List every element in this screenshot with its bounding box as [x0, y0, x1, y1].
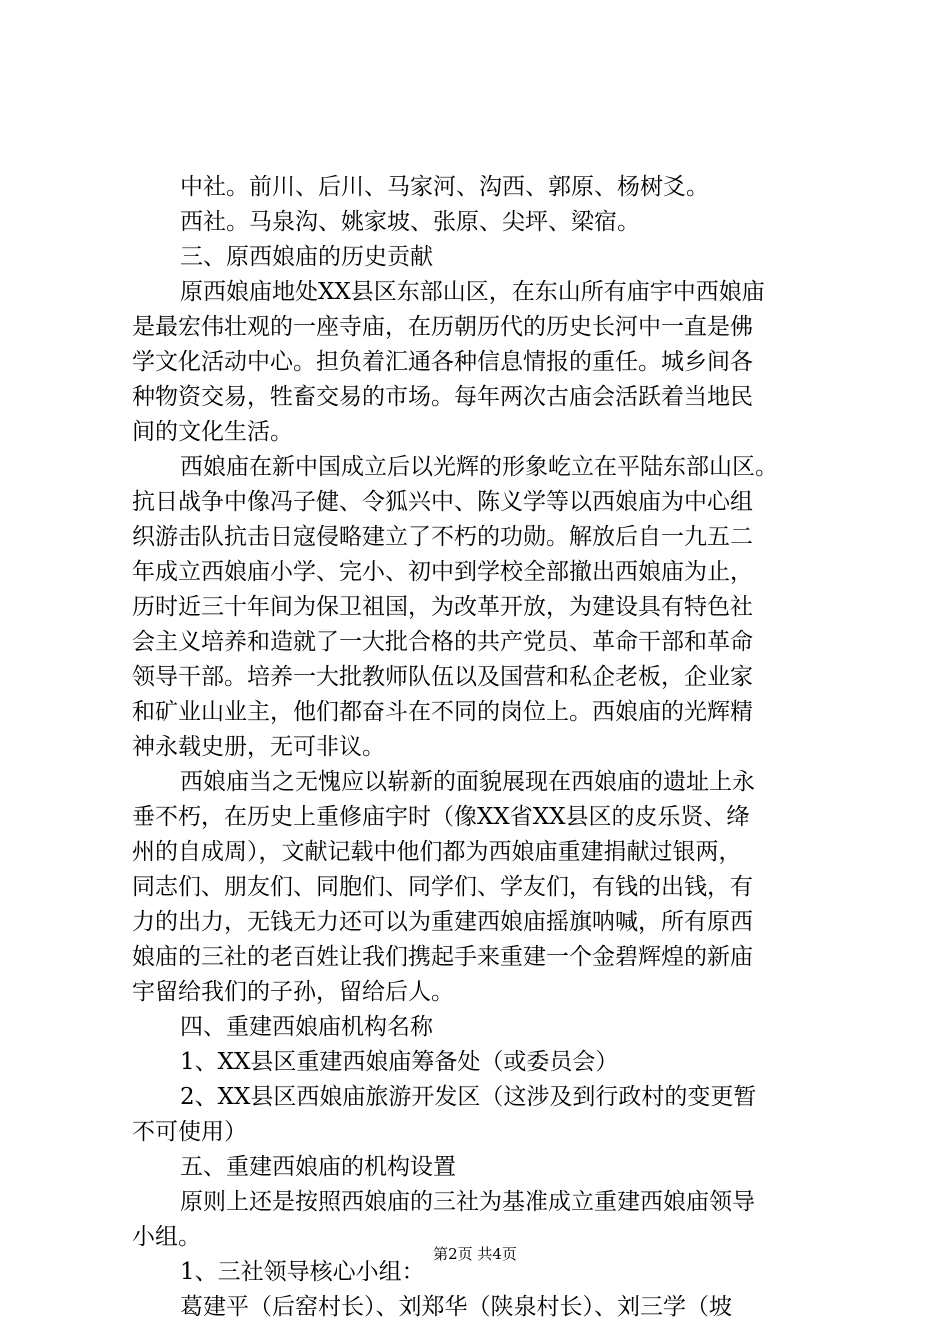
- list-item: 1、三社领导核心小组：: [180, 1259, 425, 1285]
- paragraph-line: 原则上还是按照西娘庙的三社为基准成立重建西娘庙领导: [180, 1189, 755, 1215]
- text-line: 中社。前川、后川、马家河、沟西、郭原、杨树爻。: [180, 174, 709, 200]
- paragraph-line: 会主义培养和造就了一大批合格的共产党员、革命干部和革命: [132, 629, 753, 655]
- paragraph-line: 年成立西娘庙小学、完小、初中到学校全部撤出西娘庙为止，: [132, 559, 753, 585]
- paragraph-line: 宇留给我们的子孙，留给后人。: [132, 979, 454, 1005]
- section-heading: 四、重建西娘庙机构名称: [180, 1014, 433, 1040]
- paragraph-line: 历时近三十年间为保卫祖国，为改革开放，为建设具有特色社: [132, 594, 753, 620]
- list-item: 1、XX县区重建西娘庙筹备处（或委员会）: [180, 1049, 619, 1075]
- list-item: 2、XX县区西娘庙旅游开发区（这涉及到行政村的变更暂: [180, 1084, 757, 1110]
- paragraph-line: 西娘庙当之无愧应以崭新的面貌展现在西娘庙的遗址上永: [180, 769, 755, 795]
- text-line: 西社。马泉沟、姚家坡、张原、尖坪、梁宿。: [180, 209, 640, 235]
- paragraph-line: 和矿业山业主，他们都奋斗在不同的岗位上。西娘庙的光辉精: [132, 699, 753, 725]
- paragraph-line: 同志们、朋友们、同胞们、同学们、学友们，有钱的出钱，有: [132, 874, 753, 900]
- paragraph-line: 神永载史册，无可非议。: [132, 734, 385, 760]
- paragraph-line: 织游击队抗击日寇侵略建立了不朽的功勋。解放后自一九五二: [132, 524, 753, 550]
- paragraph-line: 力的出力，无钱无力还可以为重建西娘庙摇旗呐喊，所有原西: [132, 909, 753, 935]
- section-heading: 五、重建西娘庙的机构设置: [180, 1154, 456, 1180]
- paragraph-line: 小组。: [132, 1224, 201, 1250]
- section-heading: 三、原西娘庙的历史贡献: [180, 244, 433, 270]
- paragraph-line: 领导干部。培养一大批教师队伍以及国营和私企老板，企业家: [132, 664, 753, 690]
- document-body: [132, 170, 832, 1325]
- page-number-footer: 第2页 共4页: [433, 1245, 517, 1263]
- paragraph-line: 学文化活动中心。担负着汇通各种信息情报的重任。城乡间各: [132, 349, 753, 375]
- paragraph-line: 种物资交易，牲畜交易的市场。每年两次古庙会活跃着当地民: [132, 384, 753, 410]
- paragraph-line: 抗日战争中像冯子健、令狐兴中、陈义学等以西娘庙为中心组: [132, 489, 753, 515]
- paragraph-line: 娘庙的三社的老百姓让我们携起手来重建一个金碧辉煌的新庙: [132, 944, 753, 970]
- paragraph-line: 原西娘庙地处XX县区东部山区，在东山所有庙宇中西娘庙: [180, 279, 765, 305]
- paragraph-line: 垂不朽，在历史上重修庙宇时（像XX省XX县区的皮乐贤、绛: [132, 804, 750, 830]
- paragraph-line: 西娘庙在新中国成立后以光辉的形象屹立在平陆东部山区。: [180, 454, 778, 480]
- paragraph-line: 葛建平（后窑村长）、刘郑华（陕泉村长）、刘三学（坡: [180, 1294, 732, 1320]
- list-item-continuation: 不可使用）: [132, 1119, 247, 1145]
- paragraph-line: 州的自成周），文献记载中他们都为西娘庙重建捐献过银两，: [132, 839, 742, 865]
- paragraph-line: 是最宏伟壮观的一座寺庙，在历朝历代的历史长河中一直是佛: [132, 314, 753, 340]
- paragraph-line: 间的文化生活。: [132, 419, 293, 445]
